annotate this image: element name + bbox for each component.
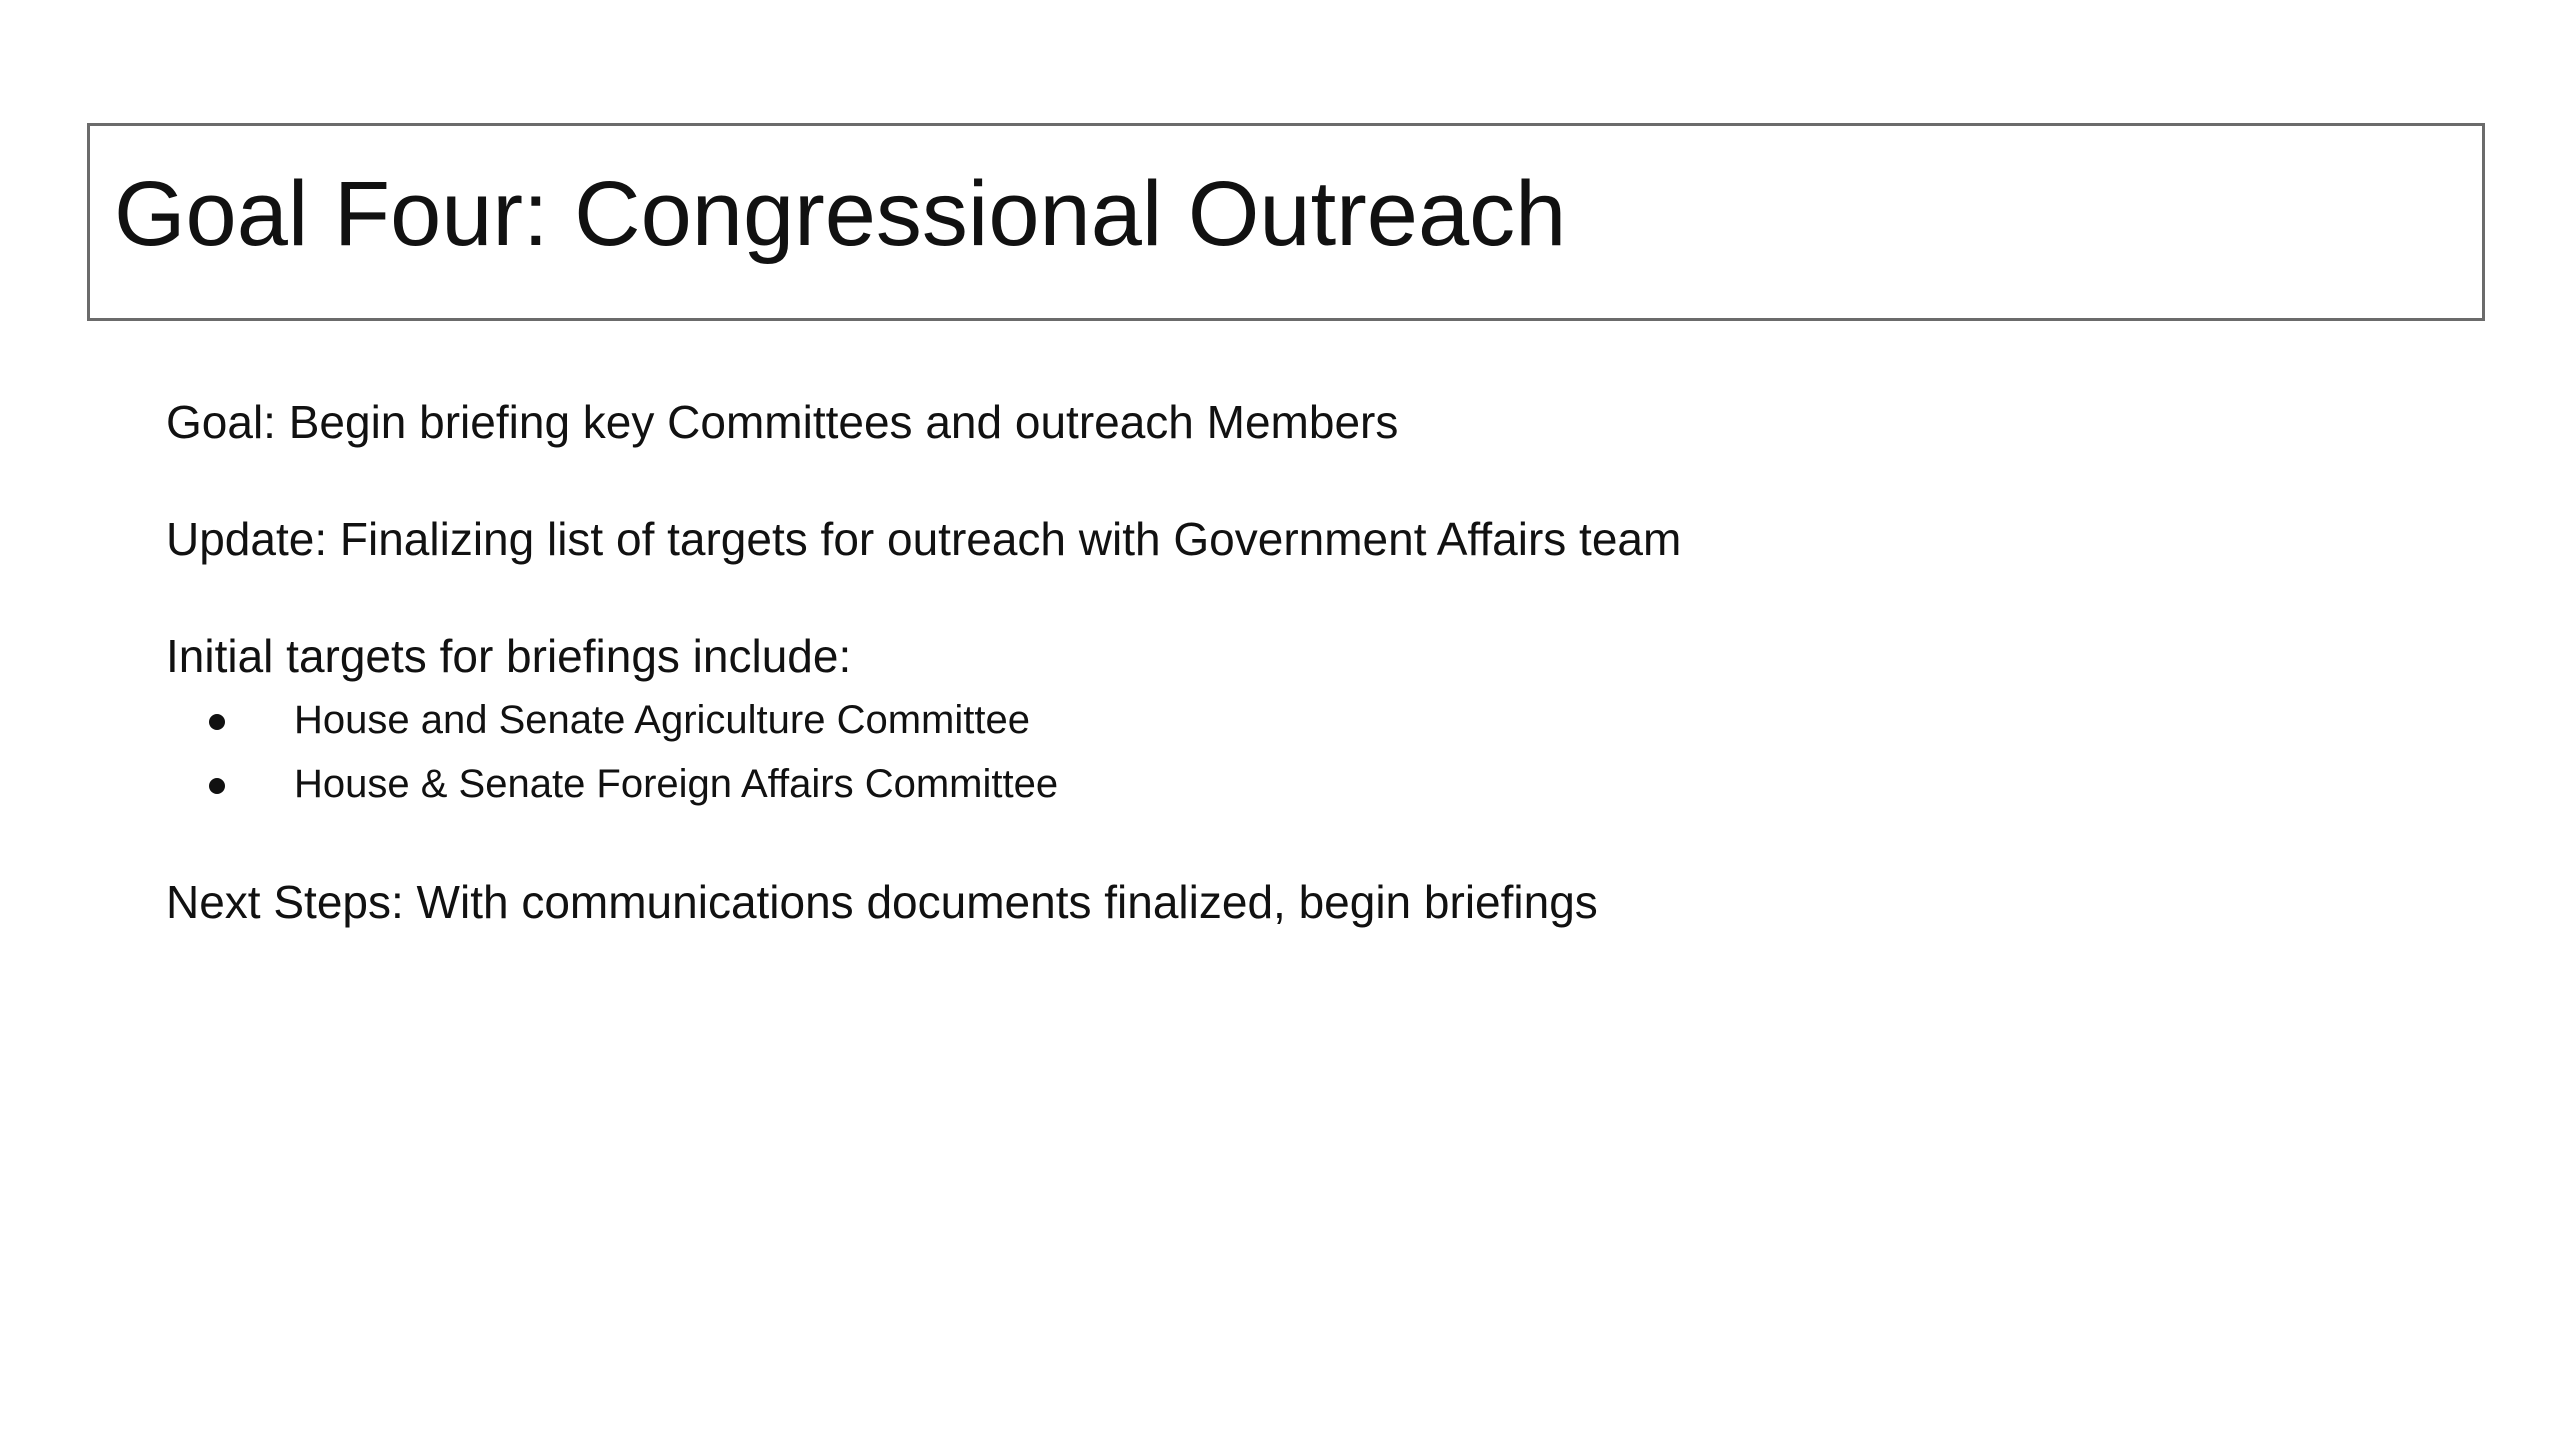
slide-title: Goal Four: Congressional Outreach — [114, 163, 1567, 265]
update-text: Update: Finalizing list of targets for outreach with Government Affairs team — [166, 513, 1682, 565]
bullet-icon — [209, 714, 225, 730]
next-steps-text: Next Steps: With communications documents finalized, begin briefings — [166, 876, 1598, 928]
title-box — [87, 123, 2485, 321]
list-item-label: House & Senate Foreign Affairs Committee — [294, 762, 1059, 806]
bullet-icon — [209, 778, 225, 794]
list-item-label: House and Senate Agriculture Committee — [294, 698, 1030, 742]
goal-text: Goal: Begin briefing key Committees and outreach Members — [166, 396, 1399, 448]
targets-intro-text: Initial targets for briefings include: — [166, 630, 852, 682]
